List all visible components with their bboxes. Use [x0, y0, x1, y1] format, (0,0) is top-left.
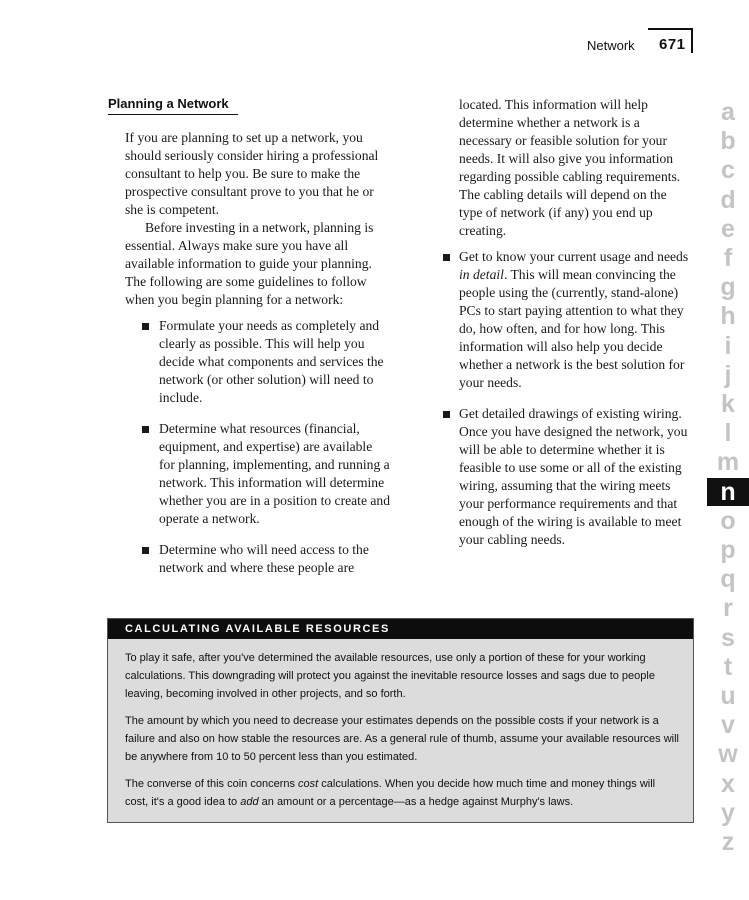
paragraph: If you are planning to set up a network, you should seriously consider hiring a professional consultant to help you. Be sure to make the prospective consultant prove to you that he or she is competent.	[125, 130, 379, 217]
thumb-index-letter-a: a	[721, 98, 735, 126]
thumb-index-letter-u: u	[720, 682, 736, 710]
bullet-square-icon	[142, 323, 149, 330]
paragraph: Before investing in a network, planning is essential. Always make sure you have all available information to guide your planning. The following are some guidelines to follow when you begin planning for a network:	[125, 220, 374, 307]
sidebar-emphasis: add	[240, 796, 259, 808]
sidebar-paragraph	[125, 712, 681, 766]
thumb-index-letter-s: s	[721, 623, 735, 652]
left-column	[125, 129, 391, 590]
thumb-index-letter-b: b	[720, 127, 736, 156]
thumb-index-letter-i: i	[724, 331, 732, 360]
thumb-index-letter-d: d	[720, 185, 736, 214]
guideline-list	[125, 317, 391, 577]
sidebar-text: an amount or a percentage—as a hedge against Murphy's laws.	[258, 796, 574, 808]
emphasis-text: in detail	[459, 267, 504, 282]
thumb-index-letter-k: k	[721, 390, 735, 418]
thumb-index-letter-w: w	[718, 740, 738, 769]
thumb-index-letter-p: p	[720, 536, 736, 564]
thumb-index-letter-h: h	[720, 302, 736, 331]
sidebar-paragraph	[125, 649, 681, 703]
thumb-index-letter-l: l	[724, 419, 732, 448]
thumb-index-letter-g: g	[720, 273, 736, 302]
list-item-text: Determine who will need access to the network and where these people are	[159, 542, 369, 575]
header-rule-horizontal	[648, 28, 693, 30]
sidebar-body	[125, 649, 681, 820]
thumb-index-letter-y: y	[721, 798, 735, 827]
thumb-index	[707, 0, 749, 900]
list-item-text: Get to know your current usage and needs	[459, 249, 689, 264]
sidebar-text: The amount by which you need to decrease your estimates depends on the possible costs if your network is a failure and also on how stable the resources are. As a general rule of thumb, assume your available resources will be anywhere from 10 to 50 percent less than you estimated.	[125, 715, 679, 763]
thumb-index-letter-f: f	[723, 244, 733, 272]
list-item	[125, 541, 391, 577]
thumb-index-letter-r: r	[723, 594, 733, 623]
thumb-index-letter-n: n	[707, 478, 749, 506]
header-rule-vertical	[691, 28, 693, 53]
sidebar-emphasis: cost	[298, 778, 319, 790]
thumb-index-letter-x: x	[721, 769, 735, 798]
list-item	[459, 405, 691, 549]
guideline-list-continued	[459, 248, 691, 549]
thumb-index-letter-v: v	[721, 711, 735, 740]
section-heading-rule	[108, 114, 238, 115]
bullet-square-icon	[443, 254, 450, 261]
sidebar-text: To play it safe, after you've determined the available resources, use only a portion of these for your working calculations. This downgrading will protect you against the inevitable resource losses and sags due to people leaving, becoming involved in other projects, and so forth.	[125, 652, 655, 700]
running-header	[560, 36, 695, 56]
sidebar-paragraph	[125, 775, 681, 811]
sidebar-text: The converse of this coin concerns	[125, 778, 299, 790]
bullet-square-icon	[142, 426, 149, 433]
thumb-index-letter-q: q	[720, 565, 736, 594]
thumb-index-letter-z: z	[721, 828, 735, 856]
list-item-text: . This will mean convincing the people using the (currently, stand-alone) PCs to start paying attention to what they do, how often, and for how long. This information will also help you decide whether a network is the best solution for your needs.	[459, 267, 685, 390]
thumb-index-letter-c: c	[721, 156, 735, 185]
thumb-index-letter-o: o	[720, 506, 736, 535]
continuation-text: located. This information will help determine whether a network is a necessary or feasible solution for your needs. It will also give you information regarding possible cabling requirements. The cabling details will depend on the type of network (if any) you end up creating.	[459, 97, 681, 238]
list-item	[459, 248, 691, 392]
thumb-index-letter-e: e	[721, 214, 735, 243]
sidebar-title: CALCULATING AVAILABLE RESOURCES	[125, 623, 390, 635]
list-item	[125, 420, 391, 528]
list-item	[125, 317, 391, 407]
thumb-index-letter-t: t	[723, 652, 733, 681]
running-header-title: Network	[587, 38, 635, 53]
thumb-index-letter-m: m	[716, 448, 740, 477]
section-heading: Planning a Network	[108, 96, 229, 111]
page-number: 671	[659, 36, 686, 53]
list-item-text: Determine what resources (financial, equipment, and expertise) are available for planning, implementing, and running a network. This information will determine whether you are in a position to create and operate a network.	[159, 421, 391, 526]
right-column	[459, 96, 691, 562]
list-item-text: Get detailed drawings of existing wiring. Once you have designed the network, you will be able to determine whether it is feasible to use some or all of the existing wiring, assuming that the wiring meets your performance requirements and that enough of the wiring is available to meet your cabling needs.	[459, 406, 688, 547]
bullet-square-icon	[142, 547, 149, 554]
sidebar-title-bar	[108, 619, 693, 639]
sidebar-box	[107, 618, 694, 823]
thumb-index-letter-j: j	[724, 360, 732, 389]
sidebar-text: calculations. When you decide how much time and money things will cost, it's a good idea to	[125, 778, 656, 808]
bullet-square-icon	[443, 411, 450, 418]
list-item-text: Formulate your needs as completely and clearly as possible. This will help you decide what components and services the network (or other solution) will need to include.	[159, 318, 384, 405]
